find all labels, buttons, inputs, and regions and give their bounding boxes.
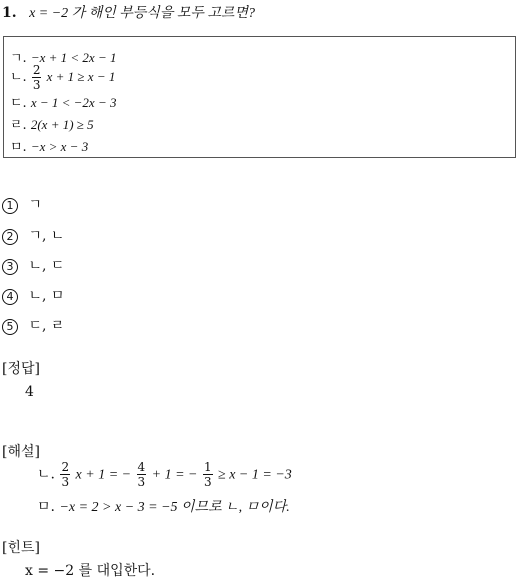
- choice-text: ㄱ: [28, 197, 42, 213]
- explanation-title: [해설]: [2, 444, 40, 460]
- choice-text: ㄴ, ㄷ: [28, 258, 65, 274]
- hint-text: x = −2 를 대입한다.: [25, 563, 156, 579]
- answer-title: [정답]: [2, 361, 40, 377]
- fraction-denominator: 3: [32, 78, 41, 92]
- explanation-label: ㅁ.: [37, 499, 55, 515]
- fraction-denominator: 3: [137, 475, 146, 489]
- question-stem: x = −2 가 해인 부등식을 모두 고르면?: [29, 6, 255, 21]
- choice-number: 3: [2, 259, 18, 275]
- fraction: [137, 461, 147, 488]
- box-item-2: [10, 64, 115, 91]
- choice-2[interactable]: [2, 225, 64, 245]
- fraction-numerator: 4: [137, 460, 146, 474]
- hint-title: [힌트]: [2, 540, 40, 556]
- explanation-line-2: [37, 496, 290, 516]
- explanation-label: ㄴ.: [37, 466, 55, 483]
- question-line: [2, 2, 255, 22]
- box-item-expr: −x + 1 < 2x − 1: [30, 50, 117, 65]
- box-item-5: [10, 136, 88, 155]
- answer-value: 4: [25, 384, 34, 400]
- choice-text: ㄷ, ㄹ: [28, 318, 65, 334]
- fraction: [203, 461, 213, 488]
- explanation-line-1: [37, 461, 292, 488]
- box-item-4: [10, 114, 94, 133]
- choice-text: ㄴ, ㅁ: [28, 288, 65, 304]
- choice-text: ㄱ, ㄴ: [28, 228, 65, 244]
- fraction-numerator: 2: [32, 63, 41, 77]
- explanation-expr: ≥ x − 1 = −3: [218, 467, 292, 483]
- fraction-numerator: 1: [203, 460, 212, 474]
- inequality-box: [3, 36, 516, 158]
- box-item-label: ㄱ.: [10, 51, 27, 66]
- box-item-expr: −x > x − 3: [30, 139, 89, 154]
- box-item-label: ㅁ.: [10, 140, 27, 155]
- fraction-denominator: 3: [203, 475, 212, 489]
- choice-1[interactable]: [2, 194, 42, 214]
- fraction: [60, 461, 70, 488]
- box-item-label: ㄴ.: [10, 70, 27, 85]
- fraction-denominator: 3: [61, 475, 70, 489]
- box-item-expr: x + 1 ≥ x − 1: [46, 69, 116, 84]
- choice-5[interactable]: [2, 315, 64, 335]
- question-number: 1.: [2, 5, 17, 21]
- explanation-expr: −x = 2 > x − 3 = −5 이므로 ㄴ, ㅁ이다.: [59, 500, 290, 515]
- choice-number: 4: [2, 289, 18, 305]
- fraction: [32, 64, 42, 91]
- fraction-numerator: 2: [61, 460, 70, 474]
- choice-number: 2: [2, 229, 18, 245]
- box-item-3: [10, 92, 116, 111]
- choice-4[interactable]: [2, 285, 64, 305]
- choice-number: 1: [2, 198, 18, 214]
- box-item-label: ㄹ.: [10, 118, 27, 133]
- choice-number: 5: [2, 319, 18, 335]
- box-item-label: ㄷ.: [10, 96, 27, 111]
- explanation-expr: + 1 = −: [151, 467, 198, 483]
- box-item-expr: x − 1 < −2x − 3: [30, 95, 117, 110]
- box-item-expr: 2(x + 1) ≥ 5: [30, 117, 94, 132]
- explanation-expr: x + 1 = −: [75, 467, 132, 483]
- choice-3[interactable]: [2, 255, 64, 275]
